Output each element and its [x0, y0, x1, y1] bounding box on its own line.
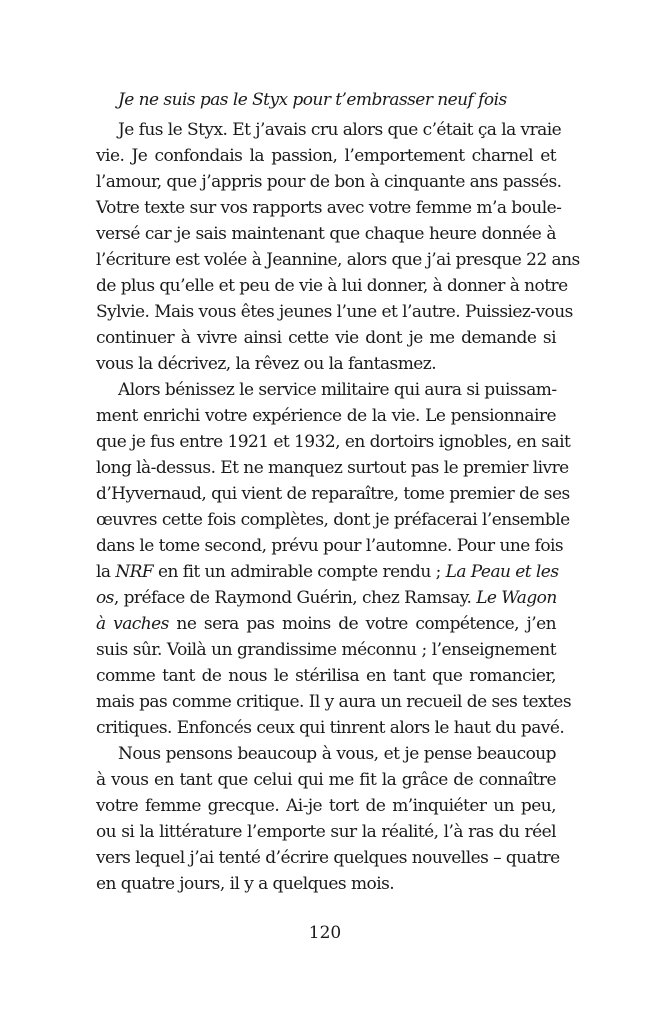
paragraph-1-line: vie. Je confondais la passion, l’emportement charnel et	[96, 146, 556, 166]
italic-run: La Peau et les	[445, 562, 559, 582]
page-number: 120	[308, 923, 342, 943]
paragraph-3-line: vers lequel j’ai tenté d’écrire quelques nouvelles – quatre	[96, 848, 560, 868]
paragraph-1-line: Votre texte sur vos rapports avec votre femme m’a boule-	[96, 198, 562, 218]
paragraph-1-line: continuer à vivre ainsi cette vie dont je me demande si	[96, 328, 556, 348]
paragraph-1-line: Je fus le Styx. Et j’avais cru alors que c’était ça la vraie	[118, 120, 562, 140]
paragraph-3-line: ou si la littérature l’emporte sur la réalité, l’à ras du réel	[96, 822, 556, 842]
paragraph-2-line: suis sûr. Voilà un grandissime méconnu ; l’enseignement	[96, 640, 556, 660]
paragraph-2-line: ment enrichi votre expérience de la vie. Le pensionnaire	[96, 406, 556, 426]
paragraph-2-line: comme tant de nous le stérilisa en tant que romancier,	[96, 666, 556, 686]
paragraph-2-line	[96, 559, 559, 585]
paragraph-2-line	[96, 611, 556, 637]
paragraph-3-line: votre femme grecque. Ai-je tort de m’inquiéter un peu,	[96, 796, 556, 816]
paragraph-2-line: long là-dessus. Et ne manquez surtout pas le premier livre	[96, 458, 569, 478]
paragraph-2-line: mais pas comme critique. Il y aura un recueil de ses textes	[96, 692, 571, 712]
paragraph-1-line: l’écriture est volée à Jeannine, alors que j’ai presque 22 ans	[96, 250, 580, 270]
paragraph-3-line: en quatre jours, il y a quelques mois.	[96, 874, 395, 894]
paragraph-2-line: dans le tome second, prévu pour l’automne. Pour une fois	[96, 536, 564, 556]
paragraph-2-line: d’Hyvernaud, qui vient de reparaître, tome premier de ses	[96, 484, 570, 504]
paragraph-3-line: à vous en tant que celui qui me fit la grâce de connaître	[96, 770, 556, 790]
paragraph-1-line: versé car je sais maintenant que chaque heure donnée à	[96, 224, 556, 244]
paragraph-2-line: œuvres cette fois complètes, dont je préfacerai l’ensemble	[96, 510, 570, 530]
paragraph-2-line: critiques. Enfoncés ceux qui tinrent alors le haut du pavé.	[96, 718, 565, 738]
paragraph-2-line: Alors bénissez le service militaire qui aura si puissam-	[118, 380, 557, 400]
paragraph-3-line: Nous pensons beaucoup à vous, et je pense beaucoup	[118, 744, 556, 764]
text-run: , préface de Raymond Guérin, chez Ramsay.	[113, 588, 477, 608]
paragraph-1-line: l’amour, que j’appris pour de bon à cinquante ans passés.	[96, 172, 562, 192]
italic-run: Le Wagon	[476, 588, 557, 608]
paragraph-1-line: Sylvie. Mais vous êtes jeunes l’une et l’autre. Puissiez-vous	[96, 302, 573, 322]
italic-run: à vaches	[96, 614, 169, 634]
text-run: ne sera pas moins de votre compétence, j’en	[168, 614, 556, 634]
paragraph-2-line	[96, 585, 556, 611]
text-run: la	[96, 562, 116, 582]
paragraph-2-line: que je fus entre 1921 et 1932, en dortoirs ignobles, en sait	[96, 432, 571, 452]
paragraph-1-line: de plus qu’elle et peu de vie à lui donner, à donner à notre	[96, 276, 568, 296]
text-run: en fit un admirable compte rendu ;	[153, 562, 446, 582]
italic-run: NRF	[115, 562, 154, 582]
section-heading: Je ne suis pas le Styx pour t’embrasser neuf fois	[118, 90, 507, 110]
italic-run: os	[96, 588, 114, 608]
paragraph-1-line: vous la décrivez, la rêvez ou la fantasmez.	[96, 354, 437, 374]
